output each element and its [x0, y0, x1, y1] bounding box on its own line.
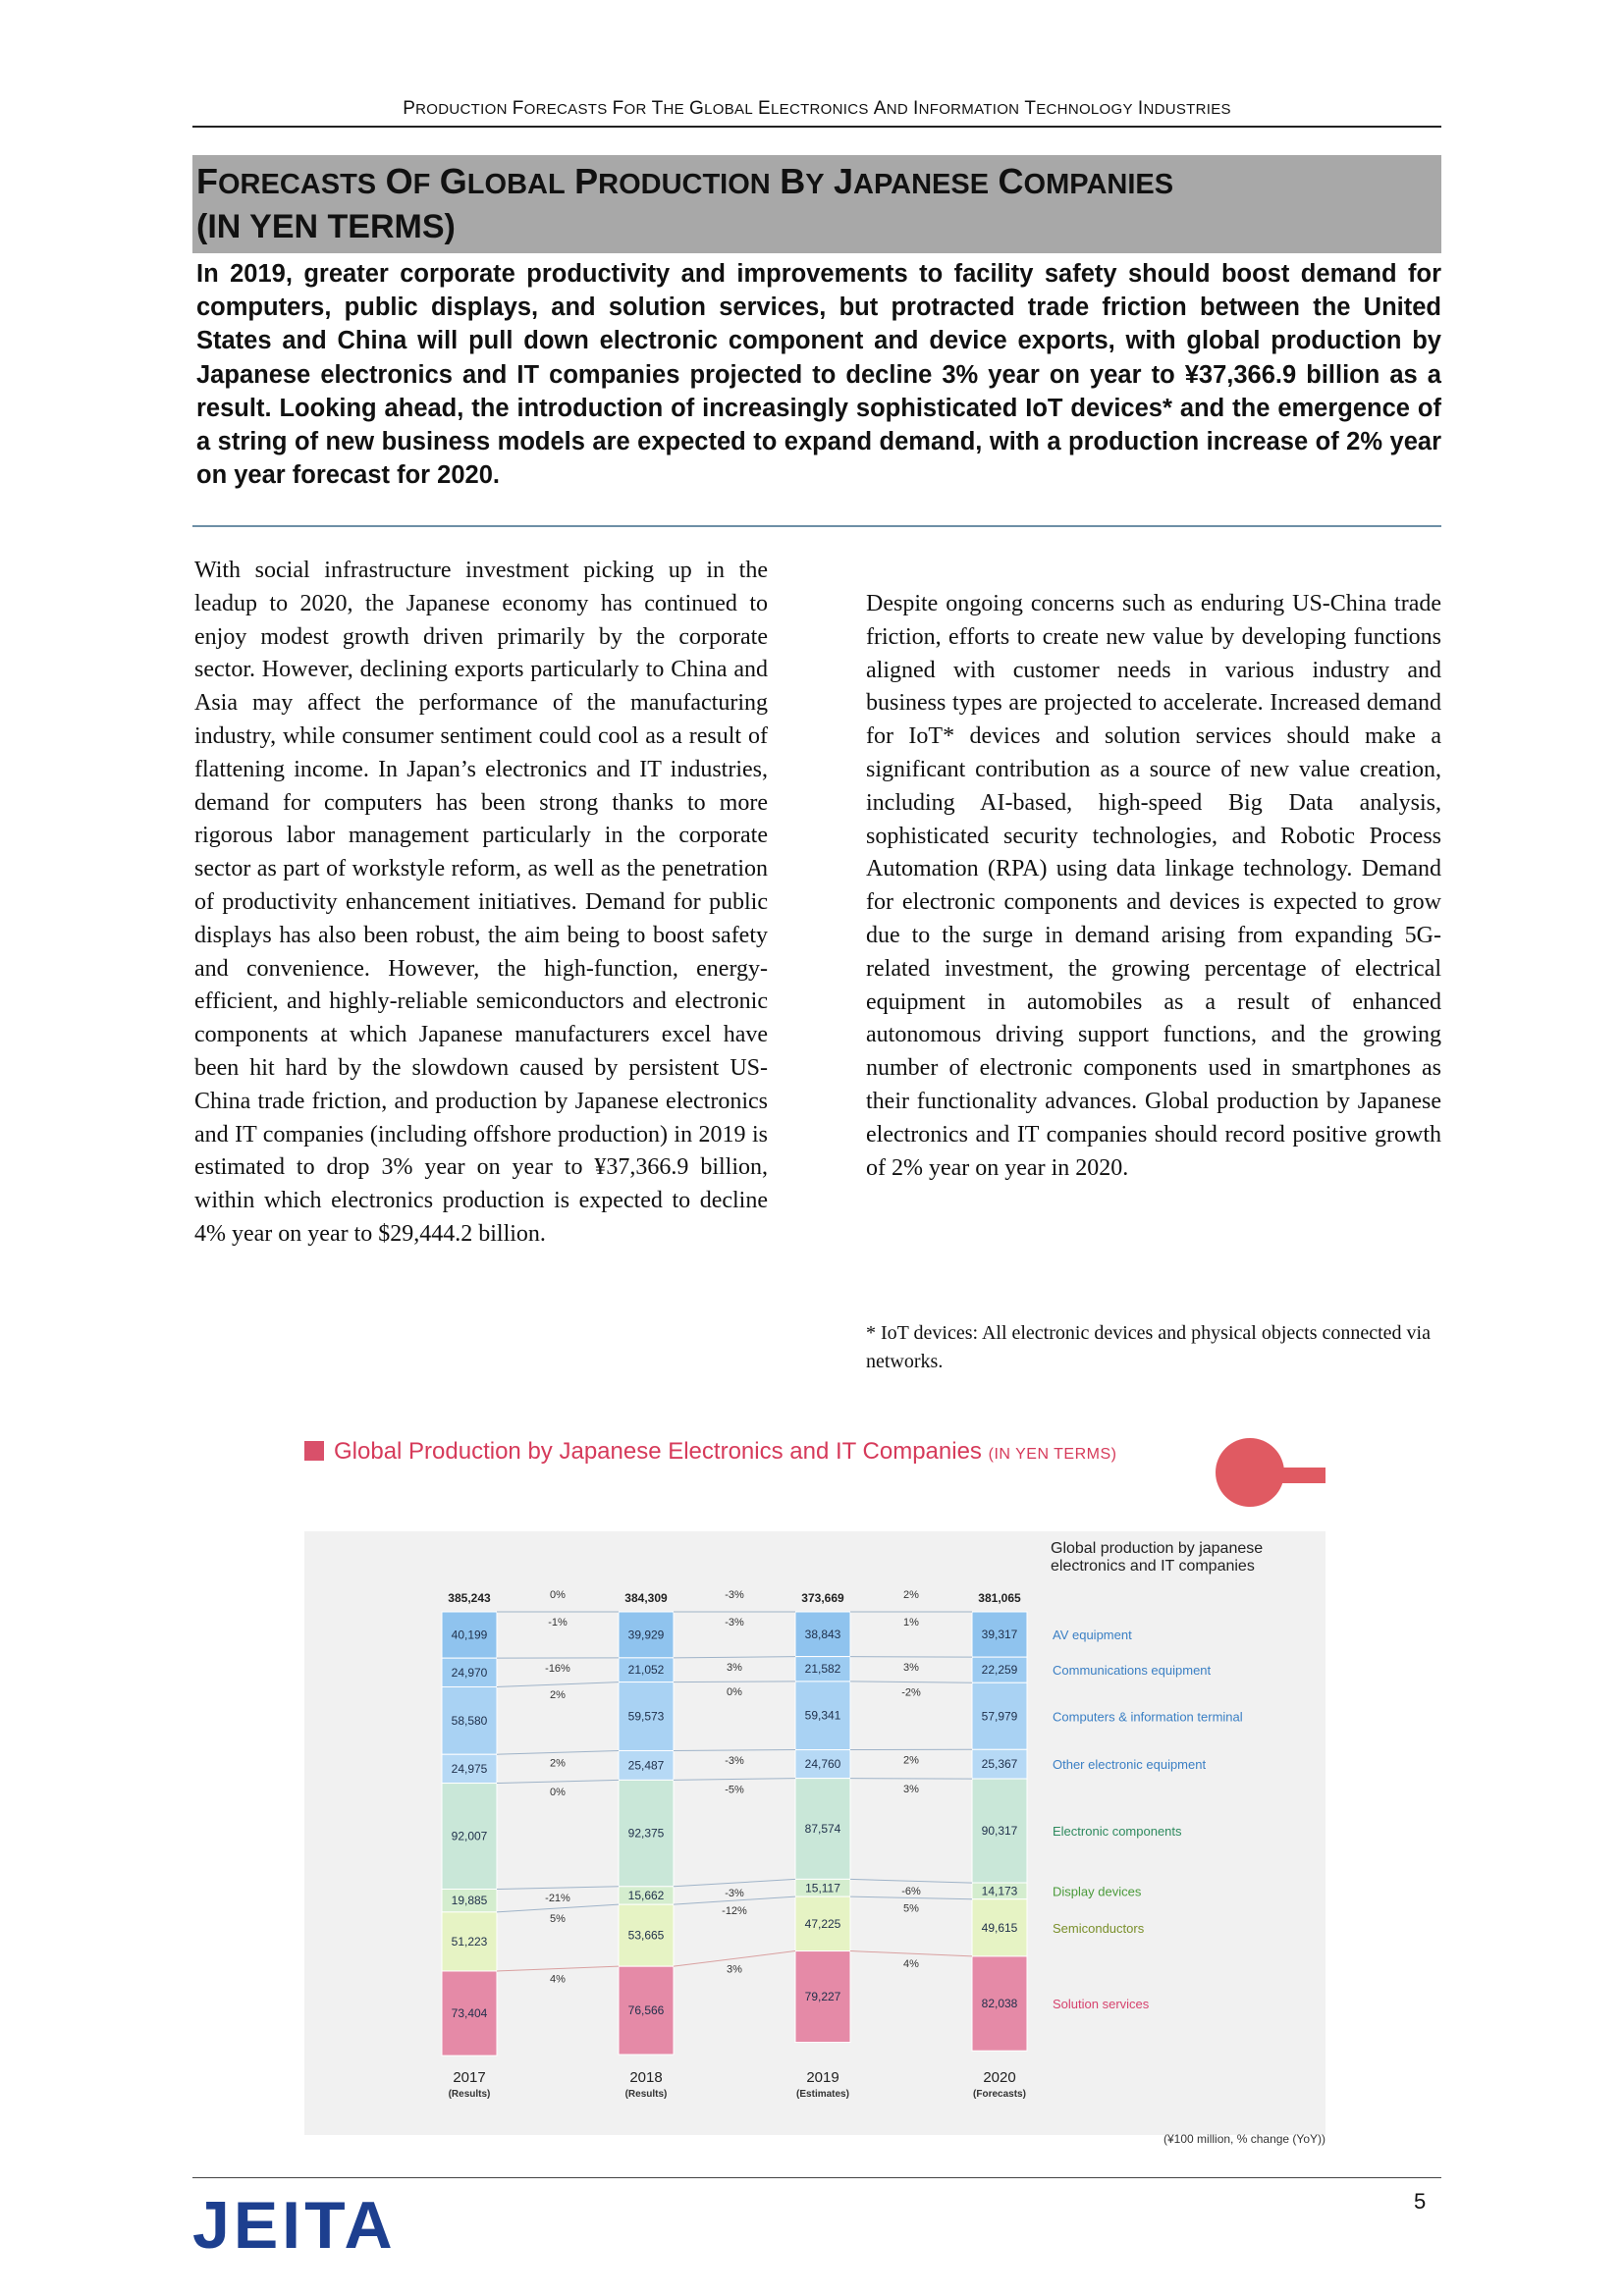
change-label: 3%	[903, 1661, 919, 1674]
connector-line	[674, 1779, 795, 1781]
section-title-text: FORECASTS OF GLOBAL PRODUCTION BY JAPANESE COMPANIES (IN YEN TERMS)	[196, 161, 1174, 245]
bar-value-label: 39,929	[627, 1628, 665, 1642]
bar-value-label: 14,173	[981, 1884, 1018, 1898]
total-label: 373,669	[801, 1591, 844, 1605]
summary-paragraph: In 2019, greater corporate productivity and improvements to facility safety should boost demand for computers, public displays, and solution services, but protracted trade friction between the United States and China will pull down electronic component and device exports, with global production by Japanese electronics and IT companies projected to decline 3% year on year to ¥37,366.9 billion as a result. Looking ahead, the introduction of increasingly sophisticated IoT devices* and the emergence of a string of new business models are expected to expand demand, with a production increase of 2% year on year forecast for 2020.	[196, 260, 1441, 490]
total-change-label: 0%	[550, 1589, 566, 1601]
footnote: * IoT devices: All electronic devices and physical objects connected via networks.	[866, 1322, 1431, 1372]
bar-value-label: 21,582	[804, 1662, 841, 1677]
bar-value-label: 25,367	[981, 1757, 1018, 1772]
category-note: (Estimates)	[796, 2089, 849, 2100]
total-label: 385,243	[448, 1591, 491, 1605]
bar-value-label: 90,317	[981, 1824, 1018, 1839]
connector-line	[497, 1966, 619, 1971]
change-label: 0%	[550, 1786, 566, 1798]
change-label: 5%	[903, 1902, 919, 1915]
connector-line	[674, 1750, 795, 1751]
bar-value-label: 57,979	[981, 1709, 1018, 1724]
connector-line	[850, 1879, 972, 1883]
change-label: 2%	[550, 1689, 566, 1702]
bar-value-label: 15,662	[627, 1888, 665, 1902]
change-label: 1%	[903, 1617, 919, 1629]
bar-value-label: 47,225	[804, 1916, 841, 1931]
legend-title-line1: Global production by japanese	[1051, 1540, 1264, 1557]
change-label: 3%	[727, 1662, 742, 1675]
change-label: 3%	[903, 1783, 919, 1795]
chart-title-marker	[304, 1441, 324, 1461]
body-column-left: With social infrastructure investment picking up in the leadup to 2020, the Japanese economy has continued to enjoy modest growth driven primarily by the corporate sector. However, declining exports particularly to China and Asia may affect the performance of the manufacturing industry, while consumer sentiment could cool as a result of flattening income. In Japan’s electronics and IT industries, demand for computers has been strong thanks to more rigorous labor management particularly in the corporate sector as part of workstyle reform, as well as the penetration of productivity enhancement initiatives. Demand for public displays has also been robust, the aim being to boost safety and convenience. However, the high-function, energy-efficient, and highly-reliable semiconductors and electronic components at which Japanese manufacturers excel have been hit hard by the slowdown caused by persistent US-China trade friction, and production by Japanese electronics and IT companies (including offshore production) in 2019 is estimated to drop 3% year on year to ¥37,366.9 billion, within which electronics production is expected to decline 4% year on year to $29,444.2 billion.	[194, 558, 768, 1247]
connector-line	[497, 1682, 619, 1687]
category-label: 2018	[629, 2069, 663, 2086]
bar-value-label: 59,573	[627, 1709, 665, 1724]
legend-series-label: Computers & information terminal	[1053, 1709, 1243, 1725]
bar-value-label: 53,665	[627, 1928, 665, 1943]
category-label: 2019	[806, 2069, 839, 2086]
section-title	[196, 160, 1441, 248]
change-label: 4%	[903, 1958, 919, 1971]
production-chart	[304, 1438, 1325, 2160]
change-label: 4%	[550, 1973, 566, 1986]
change-label: -5%	[725, 1784, 744, 1796]
chart-title-main: Global Production by Japanese Electronics and IT Companies	[334, 1438, 982, 1465]
bar-value-label: 24,970	[451, 1665, 488, 1680]
bar-value-label: 82,038	[981, 1997, 1018, 2011]
bar-value-label: 40,199	[451, 1628, 488, 1642]
bar-value-label: 39,317	[981, 1628, 1018, 1642]
total-change-label: -3%	[725, 1589, 744, 1601]
japan-globe-icon	[1216, 1438, 1284, 1507]
bar-value-label: 73,404	[451, 2006, 488, 2021]
change-label: 2%	[903, 1754, 919, 1767]
change-label: -3%	[725, 1755, 744, 1768]
category-label: 2017	[453, 2069, 486, 2086]
category-note: (Forecasts)	[973, 2089, 1026, 2100]
change-label: 0%	[727, 1686, 742, 1699]
bar-value-label: 25,487	[627, 1758, 665, 1773]
change-label: 3%	[727, 1963, 742, 1976]
change-label: -2%	[901, 1686, 921, 1699]
summary-rule	[192, 525, 1441, 527]
bar-value-label: 19,885	[451, 1894, 488, 1908]
connector-line	[674, 1657, 795, 1658]
header-rule	[192, 126, 1441, 128]
bar-value-label: 58,580	[451, 1713, 488, 1728]
chart-background	[304, 1531, 1325, 2135]
legend-title-line2: electronics and IT companies	[1051, 1558, 1255, 1575]
change-label: -6%	[901, 1886, 921, 1898]
bar-value-label: 51,223	[451, 1934, 488, 1949]
chart-unit-label: (¥100 million, % change (YoY))	[1163, 2132, 1325, 2146]
bar-value-label: 79,227	[804, 1990, 841, 2004]
legend-series-label: AV equipment	[1053, 1628, 1132, 1643]
category-note: (Results)	[624, 2089, 668, 2100]
body-column-right: Despite ongoing concerns such as enduring US-China trade friction, efforts to create new value by developing functions aligned with customer needs in various industry and business types are projected to accelerate. Increased demand for IoT* devices and solution services should make a significant contribution as a source of new value creation, including AI-based, high-speed Big Data analysis, sophisticated security technologies, and Robotic Process Automation (RPA) using data linkage technology. Demand for electronic components and devices is expected to grow due to the surge in demand arising from expanding 5G-related investment, the growing percentage of electrical equipment in automobiles as a result of enhanced autonomous driving support functions, and the growing number of electronic components used in smartphones as their functionality advances. Global production by Japanese electronics and IT companies should record positive growth of 2% year on year in 2020.	[866, 591, 1441, 1181]
chart-title	[304, 1438, 1116, 1466]
connector-line	[850, 1951, 972, 1956]
chart-plot	[304, 1531, 1325, 2135]
bar-value-label: 92,007	[451, 1829, 488, 1843]
bar-value-label: 76,566	[627, 2003, 665, 2018]
legend-series-label: Semiconductors	[1053, 1920, 1145, 1936]
connector-line	[850, 1657, 972, 1658]
bar-value-label: 49,615	[981, 1920, 1018, 1935]
bar-value-label: 92,375	[627, 1826, 665, 1841]
running-head	[192, 98, 1441, 120]
connector-line	[497, 1904, 619, 1912]
chart-title-small: (IN YEN TERMS)	[988, 1446, 1117, 1463]
connector-line	[497, 1750, 619, 1754]
connector-line	[497, 1887, 619, 1890]
connector-line	[674, 1879, 795, 1886]
globe-accent-bar	[1281, 1468, 1325, 1483]
running-head-text: PRODUCTION FORECASTS FOR THE GLOBAL ELECTRONICS AND INFORMATION TECHNOLOGY INDUSTRIES	[403, 98, 1231, 119]
change-label: -12%	[722, 1905, 747, 1918]
bar-value-label: 59,341	[804, 1708, 841, 1723]
change-label: -1%	[548, 1617, 568, 1629]
bar-value-label: 24,760	[804, 1757, 841, 1772]
legend-series-label: Solution services	[1053, 1997, 1150, 2012]
change-label: 5%	[550, 1913, 566, 1926]
jeita-logo: JEITA	[192, 2188, 397, 2263]
change-label: 2%	[550, 1757, 566, 1770]
footer-rule	[192, 2177, 1441, 2178]
legend-series-label: Display devices	[1053, 1884, 1142, 1899]
legend-series-label: Electronic components	[1053, 1824, 1182, 1840]
page-number: 5	[1414, 2189, 1427, 2214]
change-label: -3%	[725, 1617, 744, 1629]
change-label: -16%	[545, 1663, 570, 1676]
bar-value-label: 38,843	[804, 1627, 841, 1641]
connector-line	[497, 1780, 619, 1783]
change-label: -3%	[725, 1888, 744, 1900]
bar-value-label: 87,574	[804, 1821, 841, 1836]
category-label: 2020	[983, 2069, 1016, 2086]
category-note: (Results)	[448, 2089, 491, 2100]
bar-value-label: 24,975	[451, 1761, 488, 1776]
total-label: 381,065	[978, 1591, 1021, 1605]
legend-series-label: Other electronic equipment	[1053, 1757, 1207, 1773]
total-change-label: 2%	[903, 1589, 919, 1601]
bar-value-label: 21,052	[627, 1663, 665, 1678]
total-label: 384,309	[624, 1591, 668, 1605]
bar-value-label: 22,259	[981, 1663, 1018, 1678]
bar-value-label: 15,117	[805, 1881, 840, 1896]
legend-series-label: Communications equipment	[1053, 1663, 1212, 1679]
change-label: -21%	[545, 1893, 570, 1905]
